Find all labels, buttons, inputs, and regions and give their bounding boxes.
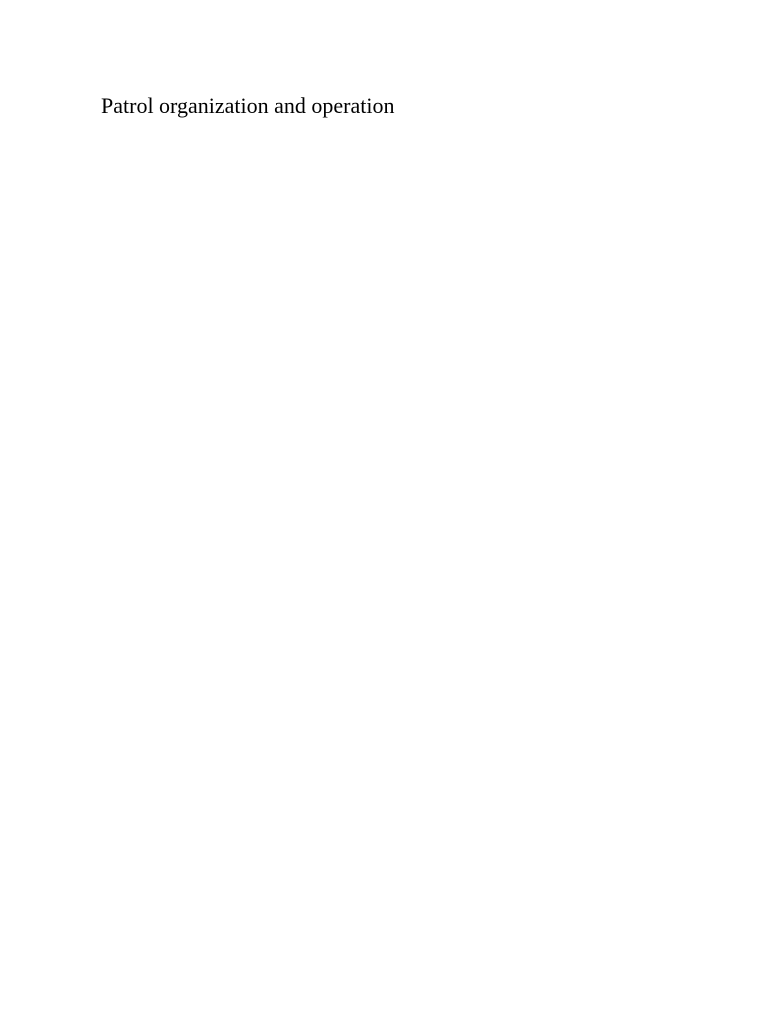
page-title: Patrol organization and operation xyxy=(101,93,395,118)
